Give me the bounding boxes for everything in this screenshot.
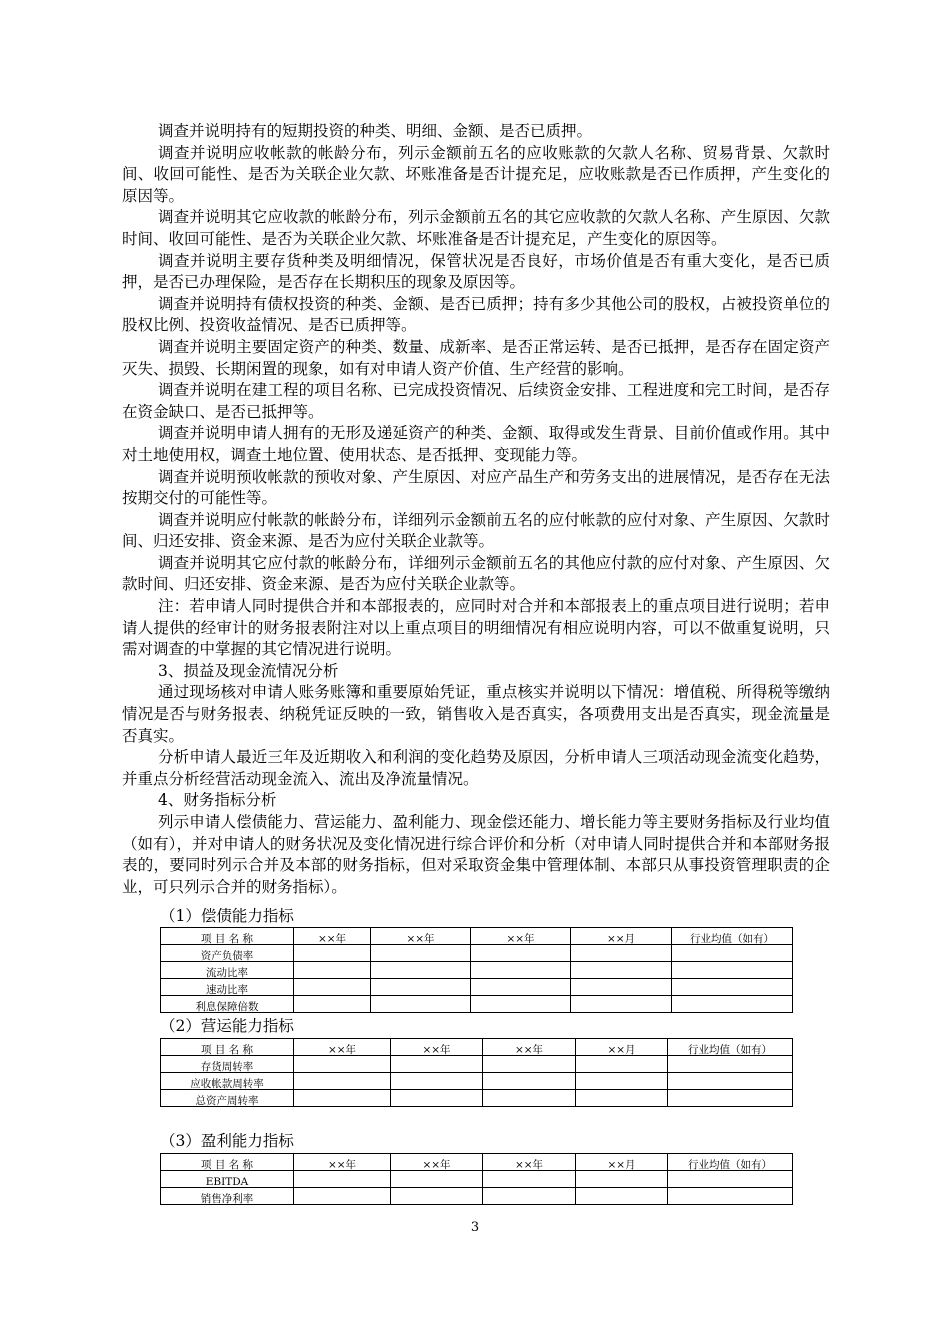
- column-header: ××月: [576, 1154, 668, 1171]
- table-header-row: [161, 1039, 793, 1056]
- column-header: ××年: [391, 1039, 483, 1056]
- paragraph: 调查并说明预收帐款的预收对象、产生原因、对应产品生产和劳务支出的进展情况，是否存在无法按期交付的可能性等。: [122, 467, 830, 508]
- value-cell: [483, 1056, 576, 1073]
- column-header: ××年: [391, 1154, 483, 1171]
- value-cell: [294, 979, 371, 996]
- value-cell: [576, 1056, 668, 1073]
- value-cell: [576, 1073, 668, 1090]
- section-heading: 3、损益及现金流情况分析: [158, 661, 339, 680]
- table-row: [161, 996, 793, 1013]
- row-label: EBITDA: [161, 1171, 294, 1188]
- row-label: 应收帐款周转率: [161, 1073, 294, 1090]
- column-header: 项 目 名 称: [161, 1039, 294, 1056]
- table-caption-operating: （2）营运能力指标: [160, 1017, 294, 1035]
- column-header: 行业均值（如有）: [672, 928, 793, 945]
- paragraph: 调查并说明持有债权投资的种类、金额、是否已质押；持有多少其他公司的股权，占被投资单位的股权比例、投资收益情况、是否已质押等。: [122, 294, 830, 335]
- value-cell: [294, 996, 371, 1013]
- value-cell: [294, 1073, 391, 1090]
- value-cell: [391, 1171, 483, 1188]
- page-number: 3: [470, 1220, 480, 1235]
- value-cell: [576, 1171, 668, 1188]
- column-header: 行业均值（如有）: [668, 1039, 793, 1056]
- column-header: ××年: [471, 928, 571, 945]
- table-row: [161, 979, 793, 996]
- value-cell: [294, 1171, 391, 1188]
- table-row: [161, 1188, 793, 1205]
- solvency-indicators-table: [160, 927, 793, 1013]
- paragraph: 注：若申请人同时提供合并和本部报表的，应同时对合并和本部报表上的重点项目进行说明；若申请人提供的经审计的财务报表附注对以上重点项目的明细情况有相应说明内容，可以不做重复说明，只需对调查的中掌握的其它情况进行说明。: [122, 597, 830, 659]
- column-header: ××月: [576, 1039, 668, 1056]
- value-cell: [391, 1056, 483, 1073]
- value-cell: [371, 962, 471, 979]
- paragraph: 调查并说明申请人拥有的无形及递延资产的种类、金额、取得或发生背景、目前价值或作用。其中对土地使用权，调查土地位置、使用状态、是否抵押、变现能力等。: [122, 424, 830, 464]
- table-header-row: [161, 1154, 793, 1171]
- table-caption-solvency: （1）偿债能力指标: [160, 907, 294, 925]
- column-header: 行业均值（如有）: [668, 1154, 793, 1171]
- column-header: ××年: [294, 1039, 391, 1056]
- value-cell: [668, 1188, 793, 1205]
- paragraph: 通过现场核对申请人账务账簿和重要原始凭证，重点核实并说明以下情况：增值税、所得税等缴纳情况是否与财务报表、纳税凭证反映的一致，销售收入是否真实，各项费用支出是否真实，现金流量是否真实。: [122, 683, 830, 745]
- body-text: [122, 121, 830, 898]
- paragraph: 调查并说明在建工程的项目名称、已完成投资情况、后续资金安排、工程进度和完工时间，是否存在资金缺口、是否已抵押等。: [122, 381, 830, 421]
- value-cell: [471, 962, 571, 979]
- value-cell: [294, 962, 371, 979]
- operating-indicators-table: [160, 1038, 793, 1107]
- value-cell: [391, 1090, 483, 1107]
- value-cell: [391, 1188, 483, 1205]
- value-cell: [668, 1090, 793, 1107]
- column-header: ××年: [483, 1154, 576, 1171]
- paragraph: 分析申请人最近三年及近期收入和利润的变化趋势及原因，分析申请人三项活动现金流变化趋势，并重点分析经营活动现金流入、流出及净流量情况。: [122, 748, 830, 788]
- value-cell: [672, 979, 793, 996]
- value-cell: [672, 962, 793, 979]
- table-row: [161, 1056, 793, 1073]
- row-label: 速动比率: [161, 979, 294, 996]
- value-cell: [571, 996, 672, 1013]
- value-cell: [672, 996, 793, 1013]
- value-cell: [294, 1188, 391, 1205]
- value-cell: [471, 945, 571, 962]
- value-cell: [391, 1073, 483, 1090]
- table-row: [161, 962, 793, 979]
- table-row: [161, 1090, 793, 1107]
- row-label: 存货周转率: [161, 1056, 294, 1073]
- value-cell: [576, 1090, 668, 1107]
- value-cell: [571, 979, 672, 996]
- column-header: ××年: [371, 928, 471, 945]
- value-cell: [371, 945, 471, 962]
- value-cell: [294, 945, 371, 962]
- section-heading: 4、财务指标分析: [158, 791, 277, 810]
- value-cell: [668, 1073, 793, 1090]
- table-row: [161, 1073, 793, 1090]
- row-label: 流动比率: [161, 962, 294, 979]
- row-label: 资产负债率: [161, 945, 294, 962]
- value-cell: [668, 1056, 793, 1073]
- value-cell: [471, 979, 571, 996]
- paragraph: 调查并说明应收帐款的帐龄分布，列示金额前五名的应收账款的欠款人名称、贸易背景、欠款时间、收回可能性、是否为关联企业欠款、坏账准备是否计提充足，应收账款是否已作质押，产生变化的原因等。: [122, 143, 830, 205]
- profitability-indicators-table: [160, 1153, 793, 1205]
- paragraph: 列示申请人偿债能力、营运能力、盈利能力、现金偿还能力、增长能力等主要财务指标及行业均值（如有），并对申请人的财务状况及变化情况进行综合评价和分析（对申请人同时提供合并和本部财务报表的，要同时列示合并及本部的财务指标，但对采取资金集中管理体制、本部只从事投资管理职责的企业，可只列示合并的财务指标）。: [122, 813, 830, 896]
- column-header: ××月: [571, 928, 672, 945]
- value-cell: [571, 962, 672, 979]
- value-cell: [483, 1073, 576, 1090]
- row-label: 总资产周转率: [161, 1090, 294, 1107]
- column-header: ××年: [294, 1154, 391, 1171]
- value-cell: [483, 1090, 576, 1107]
- paragraph: 调查并说明其它应收款的帐龄分布，列示金额前五名的其它应收款的欠款人名称、产生原因、欠款时间、收回可能性、是否为关联企业欠款、坏账准备是否计提充足，产生变化的原因等。: [122, 208, 830, 248]
- table-row: [161, 1171, 793, 1188]
- row-label: 销售净利率: [161, 1188, 294, 1205]
- column-header: ××年: [294, 928, 371, 945]
- value-cell: [294, 1090, 391, 1107]
- value-cell: [371, 979, 471, 996]
- paragraph: 调查并说明主要存货种类及明细情况，保管状况是否良好，市场价值是否有重大变化，是否已质押，是否已办理保险，是否存在长期积压的现象及原因等。: [122, 251, 830, 292]
- table-header-row: [161, 928, 793, 945]
- paragraph: 调查并说明主要固定资产的种类、数量、成新率、是否正常运转、是否已抵押，是否存在固定资产灭失、损毁、长期闲置的现象，如有对申请人资产价值、生产经营的影响。: [122, 337, 830, 378]
- value-cell: [371, 996, 471, 1013]
- column-header: 项 目 名 称: [161, 928, 294, 945]
- value-cell: [571, 945, 672, 962]
- value-cell: [483, 1171, 576, 1188]
- value-cell: [576, 1188, 668, 1205]
- paragraph: 调查并说明应付帐款的帐龄分布，详细列示金额前五名的应付帐款的应付对象、产生原因、欠款时间、归还安排、资金来源、是否为应付关联企业款等。: [122, 510, 830, 551]
- value-cell: [668, 1171, 793, 1188]
- table-row: [161, 945, 793, 962]
- table-caption-profitability: （3）盈利能力指标: [160, 1132, 294, 1150]
- value-cell: [483, 1188, 576, 1205]
- value-cell: [672, 945, 793, 962]
- column-header: ××年: [483, 1039, 576, 1056]
- paragraph: 调查并说明持有的短期投资的种类、明细、金额、是否已质押。: [158, 122, 593, 140]
- paragraph: 调查并说明其它应付款的帐龄分布，详细列示金额前五名的其他应付款的应付对象、产生原因、欠款时间、归还安排、资金来源、是否为应付关联企业款等。: [122, 553, 830, 594]
- value-cell: [471, 996, 571, 1013]
- value-cell: [294, 1056, 391, 1073]
- row-label: 利息保障倍数: [161, 996, 294, 1013]
- column-header: 项 目 名 称: [161, 1154, 294, 1171]
